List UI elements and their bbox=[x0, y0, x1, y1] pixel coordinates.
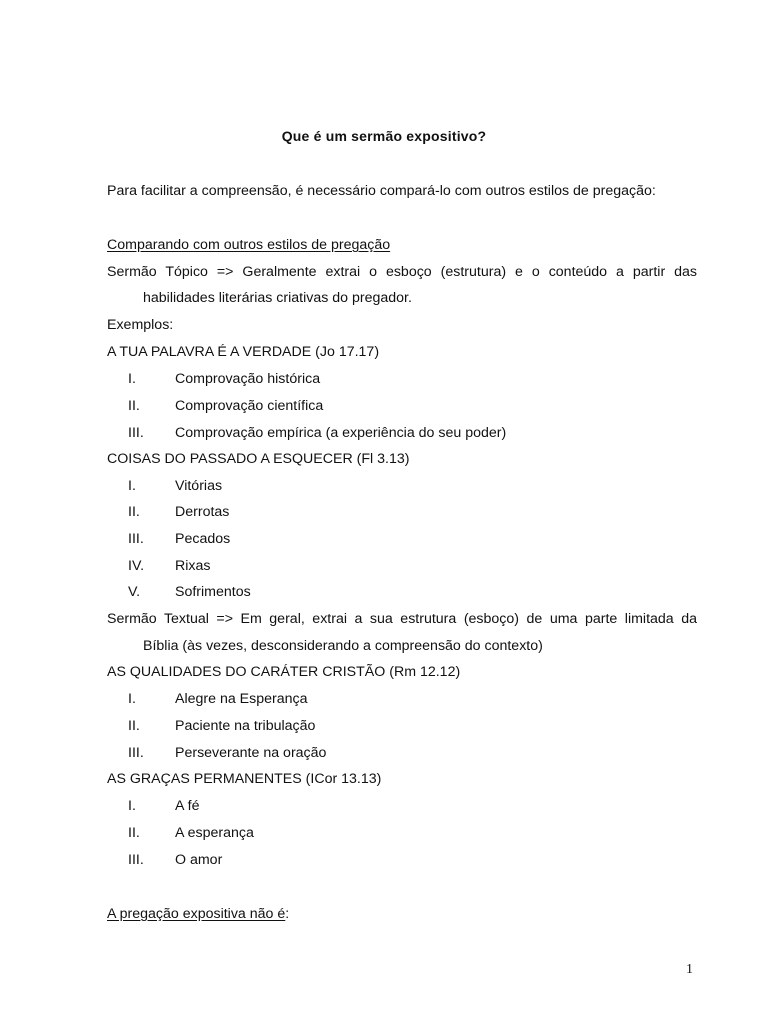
list-item: Comprovação empírica (a experiência do seu poder) bbox=[175, 425, 507, 441]
topical-sermon-line2: habilidades literárias criativas do pregador. bbox=[143, 290, 412, 306]
list-item: Derrotas bbox=[175, 504, 230, 520]
list-item: A fé bbox=[175, 798, 200, 814]
list-number: III. bbox=[128, 745, 144, 761]
list-number: I. bbox=[128, 691, 136, 707]
example2-heading: COISAS DO PASSADO A ESQUECER (Fl 3.13) bbox=[107, 451, 410, 467]
list-number: I. bbox=[128, 371, 136, 387]
list-number: I. bbox=[128, 798, 136, 814]
intro-paragraph: Para facilitar a compreensão, é necessário compará-lo com outros estilos de pregação: bbox=[107, 183, 656, 199]
closing-heading-text: A pregação expositiva não é bbox=[107, 906, 286, 922]
textual-sermon-line2: Bíblia (às vezes, desconsiderando a compreensão do contexto) bbox=[143, 638, 543, 654]
list-number: III. bbox=[128, 852, 144, 868]
list-item: Pecados bbox=[175, 531, 231, 547]
list-number: II. bbox=[128, 504, 140, 520]
list-item: O amor bbox=[175, 852, 223, 868]
list-number: II. bbox=[128, 398, 140, 414]
list-number: III. bbox=[128, 531, 144, 547]
list-item: Comprovação histórica bbox=[175, 371, 321, 387]
list-item: Vitórias bbox=[175, 478, 223, 494]
section-heading: Comparando com outros estilos de pregação bbox=[107, 237, 391, 253]
page-number: 1 bbox=[686, 962, 693, 977]
list-item: Rixas bbox=[175, 558, 211, 574]
list-item: Paciente na tribulação bbox=[175, 718, 316, 734]
list-item: A esperança bbox=[175, 825, 254, 841]
closing-heading-colon: : bbox=[285, 906, 290, 922]
list-number: IV. bbox=[128, 558, 145, 574]
list-item: Alegre na Esperança bbox=[175, 691, 308, 707]
textual-sermon-line1: Sermão Textual => Em geral, extrai a sua estrutura (esboço) de uma parte limitada da bbox=[107, 611, 697, 627]
example4-heading: AS GRAÇAS PERMANENTES (ICor 13.13) bbox=[107, 771, 382, 787]
list-item: Sofrimentos bbox=[175, 584, 251, 600]
list-number: III. bbox=[128, 425, 144, 441]
list-item: Perseverante na oração bbox=[175, 745, 327, 761]
list-item: Comprovação científica bbox=[175, 398, 324, 414]
closing-heading bbox=[107, 904, 697, 924]
topical-sermon-line1: Sermão Tópico => Geralmente extrai o esboço (estrutura) e o conteúdo a partir das bbox=[107, 264, 697, 280]
list-number: II. bbox=[128, 718, 140, 734]
list-number: II. bbox=[128, 825, 140, 841]
list-number: V. bbox=[128, 584, 141, 600]
examples-label: Exemplos: bbox=[107, 317, 174, 333]
example1-heading: A TUA PALAVRA É A VERDADE (Jo 17.17) bbox=[107, 344, 380, 360]
example3-heading: AS QUALIDADES DO CARÁTER CRISTÃO (Rm 12.12) bbox=[107, 664, 461, 680]
page-title: Que é um sermão expositivo? bbox=[281, 128, 487, 144]
list-number: I. bbox=[128, 478, 136, 494]
